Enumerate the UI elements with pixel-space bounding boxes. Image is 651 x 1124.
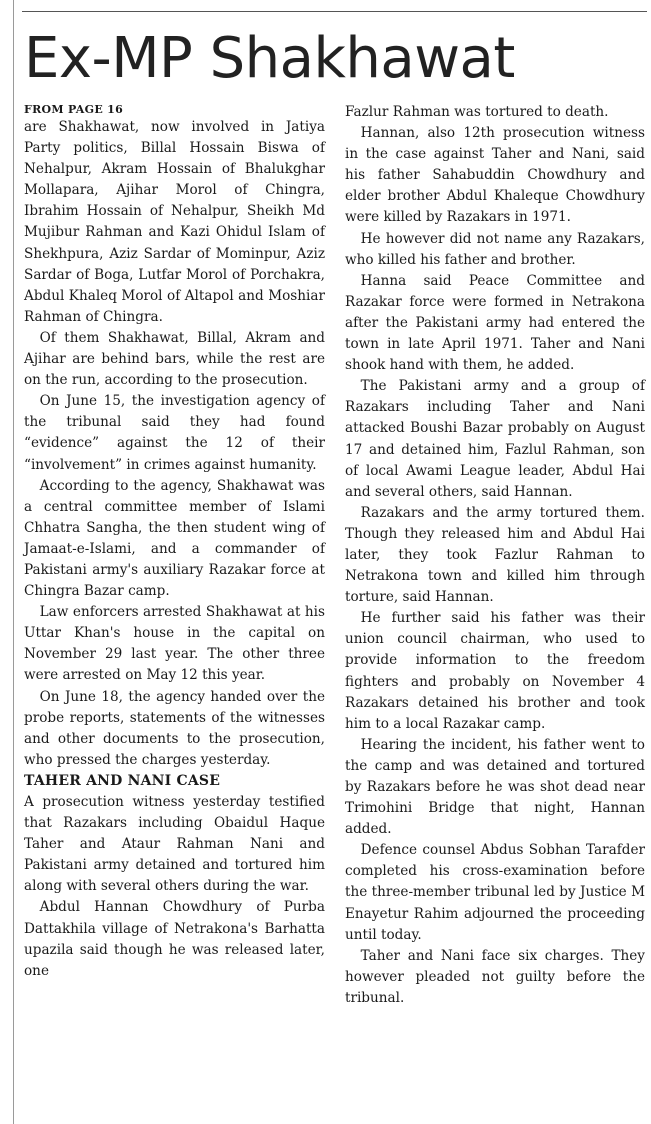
paragraph: On June 18, the agency handed over the probe reports, statements of the witnesses and other documents to the prosecution, who pressed the charges yesterday.: [24, 688, 325, 768]
paragraph: Hanna said Peace Committee and Razakar force were formed in Netrakona after the Pakistani army had entered the town in late April 1971. Taher and Nani shook hand with them, he added.: [345, 272, 645, 374]
column-rule: [13, 0, 14, 1124]
top-rule: [22, 11, 647, 12]
paragraph: He further said his father was their union council chairman, who used to provide information to the freedom fighters and probably on November 4 Razakars detained his brother and took him to a local Razakar camp.: [345, 610, 645, 732]
paragraph: Abdul Hannan Chowdhury of Purba Dattakhila village of Netrakona's Barhatta upazila said though he was released later, one: [24, 899, 325, 979]
right-column: [345, 102, 645, 1009]
paragraph: A prosecution witness yesterday testified that Razakars including Obaidul Haque Taher and Ataur Rahman Nani and Pakistani army detained and tortured him along with several others during the war.: [24, 794, 325, 895]
paragraph: On June 15, the investigation agency of the tribunal said they had found “evidence” against the 12 of their “involvement” in crimes against humanity.: [24, 393, 325, 473]
paragraph: The Pakistani army and a group of Razakars including Taher and Nani attacked Boushi Bazar probably on August 17 and detained him, Fazlul Rahman, son of local Awami League leader, Abdul Hai and several others, said Hannan.: [345, 378, 645, 500]
paragraph: are Shakhawat, now involved in Jatiya Party politics, Billal Hossain Biswa of Nehalpur, Akram Hossain of Bhalukghar Mollapara, Ajihar Morol of Chingra, Ibrahim Hossain of Nehalpur, Sheikh Md Mujibur Rahman and Kazi Ohidul Islam of Shekhpura, Aziz Sardar of Mominpur, Aziz Sardar of Boga, Lutfar Morol of Porchakra, Abdul Khaleq Morol of Altapol and Moshiar Rahman of Chingra.: [24, 119, 325, 325]
paragraph: Fazlur Rahman was tortured to death.: [345, 104, 609, 120]
paragraph: He however did not name any Razakars, who killed his father and brother.: [345, 230, 645, 268]
paragraph: Hannan, also 12th prosecution witness in the case against Taher and Nani, said his father Sahabuddin Chowdhury and elder brother Abdul Khaleque Chowdhury were killed by Razakars in 1971.: [345, 125, 645, 226]
paragraph: Razakars and the army tortured them. Though they released him and Abdul Hai later, they took Fazlur Rahman to Netrakona town and killed him through torture, said Hannan.: [345, 504, 645, 606]
left-column: [24, 102, 325, 982]
paragraph: Defence counsel Abdus Sobhan Tarafder completed his cross-examination before the three-member tribunal led by Justice M Enayetur Rahim adjourned the proceeding until today.: [345, 842, 645, 943]
paragraph: Hearing the incident, his father went to the camp and was detained and tortured by Razakars before he was shot dead near Trimohini Bridge that night, Hannan added.: [345, 736, 645, 838]
paragraph: According to the agency, Shakhawat was a central committee member of Islami Chhatra Sangha, the then student wing of Jamaat-e-Islami, and a commander of Pakistani army's auxiliary Razakar force at Chingra Bazar camp.: [24, 477, 325, 600]
paragraph: Taher and Nani face six charges. They however pleaded not guilty before the tribunal.: [345, 947, 645, 1006]
jump-line: FROM PAGE 16: [24, 103, 124, 116]
headline: Ex-MP Shakhawat: [24, 26, 515, 91]
paragraph: Of them Shakhawat, Billal, Akram and Ajihar are behind bars, while the rest are on the run, according to the prosecution.: [24, 329, 325, 389]
paragraph: Law enforcers arrested Shakhawat at his Uttar Khan's house in the capital on November 29 last year. The other three were arrested on May 12 this year.: [24, 604, 325, 684]
subhead: TAHER AND NANI CASE: [24, 772, 221, 789]
